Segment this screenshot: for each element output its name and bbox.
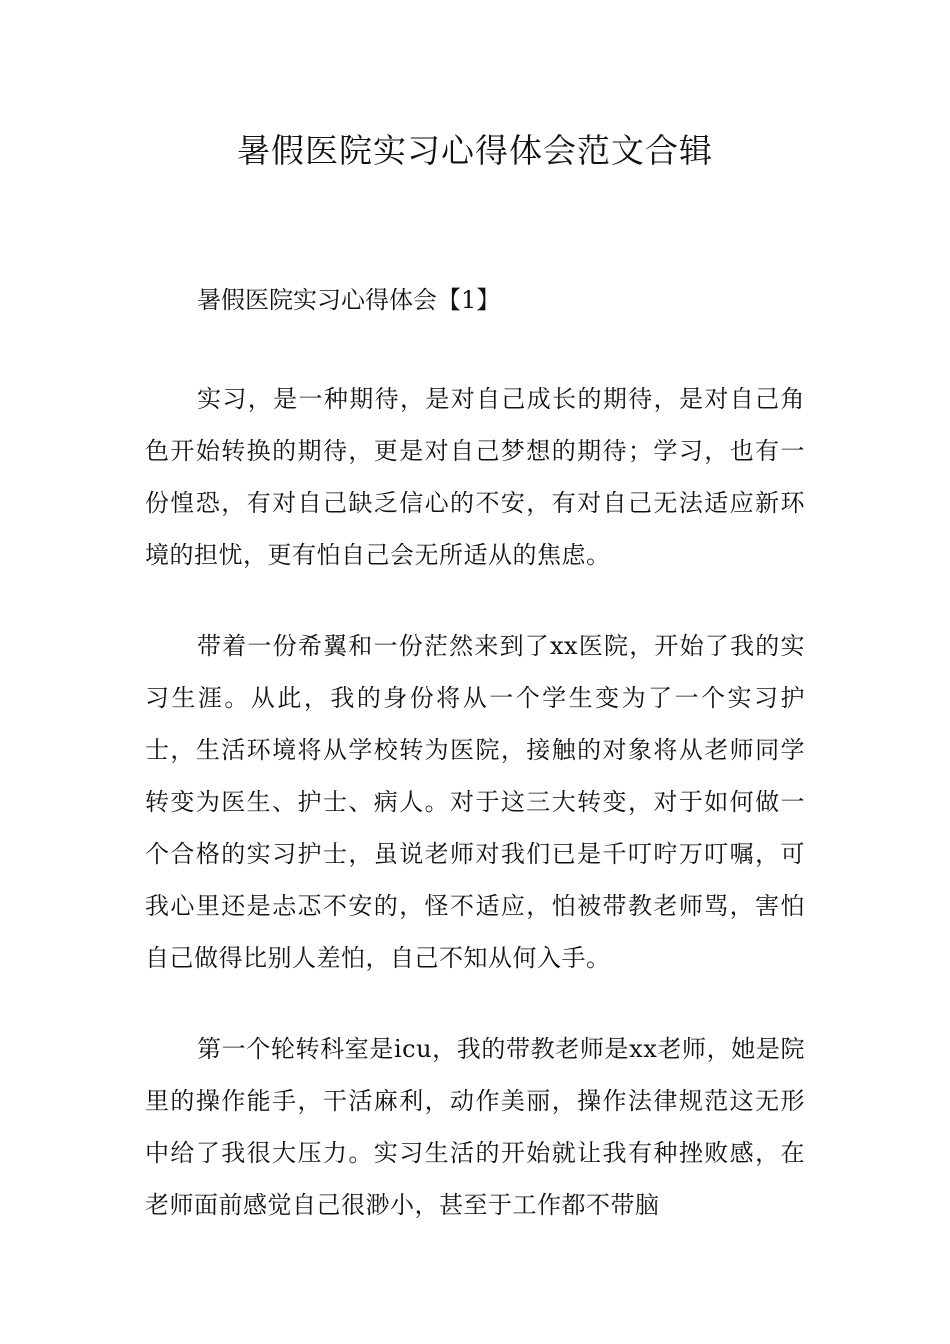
body-paragraph-1: 实习，是一种期待，是对自己成长的期待，是对自己角色开始转换的期待，更是对自己梦想的期待；学习，也有一份惶恐，有对自己缺乏信心的不安，有对自己无法适应新环境的担忧，更有怕自己会无所适从的焦虑。 [145,385,805,569]
body-paragraph-3: 第一个轮转科室是icu，我的带教老师是xx老师，她是院里的操作能手，干活麻利，动作美丽，操作法律规范这无形中给了我很大压力。实习生活的开始就让我有种挫败感，在老师面前感觉自己很渺小，甚至于工作都不带脑 [145,1035,805,1219]
section-heading: 暑假医院实习心得体会【1】 [197,286,501,314]
document-title: 暑假医院实习心得体会范文合辑 [237,131,713,170]
body-paragraph-2: 带着一份希翼和一份茫然来到了xx医院，开始了我的实习生涯。从此，我的身份将从一个学生变为了一个实习护士，生活环境将从学校转为医院，接触的对象将从老师同学转变为医生、护士、病人。对于这三大转变，对于如何做一个合格的实习护士，虽说老师对我们已是千叮咛万叮嘱，可我心里还是忐忑不安的，怪不适应，怕被带教老师骂，害怕自己做得比别人差怕，自己不知从何入手。 [145,632,805,972]
